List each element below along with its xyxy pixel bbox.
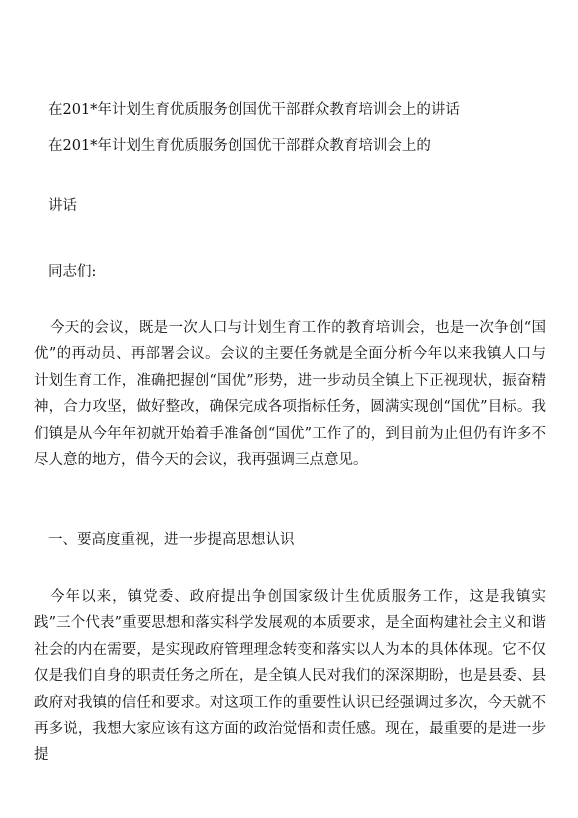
- section-heading-1: 一、要高度重视，进一步提高思想认识: [48, 532, 295, 548]
- document-heading-line2: 讲话: [48, 198, 77, 214]
- salutation: 同志们:: [48, 264, 97, 280]
- paragraph-section-1: 今年以来，镇党委、政府提出争创国家级计生优质服务工作，这是我镇实践”三个代表”重要思想和落实科学发展观的本质要求，是全面构建社会主义和谐社会的内在需要，是实现政府管理理念转变和落实以人为本的具体体现。它不仅仅是我们自身的职责任务之所在，是全镇人民对我们的深深期盼，也是县委、县政府对我镇的信任和要求。对这项工作的重要性认识已经强调过多次，今天就不再多说，我想大家应该有这方面的政治觉悟和责任感。现在，最重要的是进一步提: [34, 589, 546, 764]
- document-title: 在201*年计划生育优质服务创国优干部群众教育培训会上的讲话: [48, 102, 460, 118]
- document-heading-line1: 在201*年计划生育优质服务创国优干部群众教育培训会上的: [48, 138, 431, 154]
- paragraph-intro: 今天的会议，既是一次人口与计划生育工作的教育培训会，也是一次争创“国优”的再动员、再部署会议。会议的主要任务就是全面分析今年以来我镇人口与计划生育工作，准确把握创“国优”形势，进一步动员全镇上下正视现状，振奋精神，合力攻坚，做好整改，确保完成各项指标任务，圆满实现创“国优”目标。我们镇是从今年年初就开始着手准备创“国优”工作了的，到目前为止但仍有许多不尽人意的地方，借今天的会议，我再强调三点意见。: [34, 320, 546, 469]
